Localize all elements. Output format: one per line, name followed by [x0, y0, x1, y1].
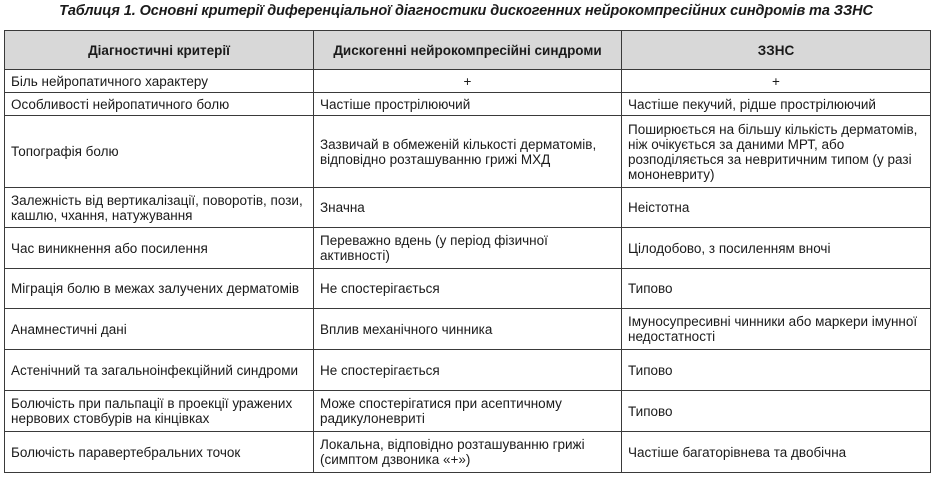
zzns-cell: Імуносупресивні чинники або маркери імунної недостатності	[622, 309, 931, 350]
discogenic-cell: Може спостерігатися при асептичному радикулоневриті	[314, 391, 622, 432]
discogenic-cell: Зазвичай в обмеженій кількості дерматомів, відповідно розташуванню грижі МХД	[314, 116, 622, 188]
zzns-cell: Неістотна	[622, 188, 931, 228]
table-row	[5, 309, 931, 350]
table-row	[5, 432, 931, 473]
criterion-cell: Анамнестичні дані	[5, 309, 314, 350]
criteria-table	[4, 30, 931, 473]
table-row	[5, 228, 931, 269]
discogenic-cell: Вплив механічного чинника	[314, 309, 622, 350]
table-body	[5, 70, 931, 473]
criterion-cell: Біль нейропатичного характеру	[5, 70, 314, 93]
table-row	[5, 391, 931, 432]
discogenic-cell: +	[314, 70, 622, 93]
zzns-cell: Частіше пекучий, рідше прострілюючий	[622, 93, 931, 116]
criterion-cell: Особливості нейропатичного болю	[5, 93, 314, 116]
discogenic-cell: Не спостерігається	[314, 269, 622, 309]
discogenic-cell: Не спостерігається	[314, 350, 622, 391]
table-row	[5, 269, 931, 309]
criterion-cell: Астенічний та загальноінфекційний синдроми	[5, 350, 314, 391]
header-row	[5, 31, 931, 70]
table-row	[5, 70, 931, 93]
zzns-cell: +	[622, 70, 931, 93]
zzns-cell: Типово	[622, 350, 931, 391]
table-row	[5, 350, 931, 391]
criterion-cell: Час виникнення або посилення	[5, 228, 314, 269]
zzns-cell: Цілодобово, з посиленням вночі	[622, 228, 931, 269]
zzns-cell: Частіше багаторівнева та двобічна	[622, 432, 931, 473]
zzns-cell: Типово	[622, 391, 931, 432]
discogenic-cell: Переважно вдень (у період фізичної активності)	[314, 228, 622, 269]
discogenic-cell: Локальна, відповідно розташуванню грижі (симптом дзвоника «+»)	[314, 432, 622, 473]
criterion-cell: Болючість при пальпації в проекції уражених нервових стовбурів на кінцівках	[5, 391, 314, 432]
criterion-cell: Міграція болю в межах залучених дерматомів	[5, 269, 314, 309]
column-header-criteria: Діагностичні критерії	[5, 31, 314, 70]
discogenic-cell: Частіше прострілюючий	[314, 93, 622, 116]
table-row	[5, 93, 931, 116]
table-row	[5, 116, 931, 188]
criterion-cell: Болючість паравертебральних точок	[5, 432, 314, 473]
criterion-cell: Залежність від вертикалізації, поворотів, пози, кашлю, чхання, натужування	[5, 188, 314, 228]
table-header	[5, 31, 931, 70]
table-row	[5, 188, 931, 228]
column-header-discogenic: Дискогенні нейрокомпресійні синдроми	[314, 31, 622, 70]
table-caption: Таблиця 1. Основні критерії диференціальної діагностики дискогенних нейрокомпресійних синдромів та ЗЗНС	[59, 3, 873, 19]
zzns-cell: Типово	[622, 269, 931, 309]
column-header-zzns: ЗЗНС	[622, 31, 931, 70]
zzns-cell: Поширюється на більшу кількість дерматомів, ніж очікується за даними МРТ, або розподіляється за невритичним типом (у разі мононевриту)	[622, 116, 931, 188]
criterion-cell: Топографія болю	[5, 116, 314, 188]
discogenic-cell: Значна	[314, 188, 622, 228]
